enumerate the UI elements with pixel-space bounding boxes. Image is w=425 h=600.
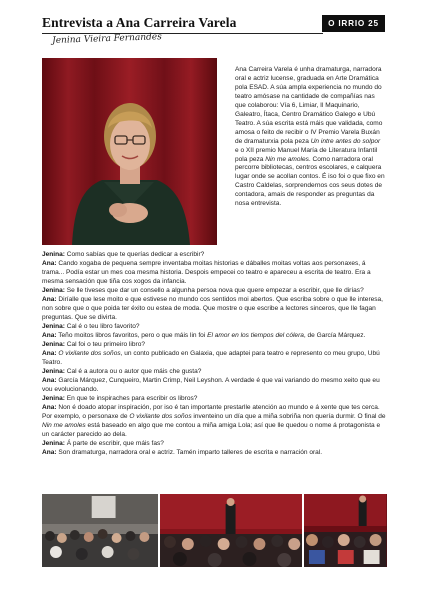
qa-line (42, 404, 387, 440)
intro-title-1: Un intre antes do solpor (310, 137, 381, 145)
line-text: Teño moitos libros favoritos, pero o que máis lin foi (56, 331, 208, 339)
speaker: Ana: (42, 331, 57, 339)
event-photo-audience (42, 494, 158, 567)
speaker: Jenina: (42, 251, 65, 258)
line-text: , un conto publicado en Galaxia, que adaptei para teatro e represento co meu grupo, Ubú Teatro. (42, 349, 380, 366)
line-text: García Márquez, Cunqueiro, Martin Crimp, Neil Leyshon. A verdade é que vai variando do mesmo xeito que eu vou evolucionando. (42, 376, 380, 393)
speaker: Jenina: (42, 394, 65, 402)
event-photo-stage (160, 494, 302, 567)
line-text: Non é doado atopar inspiración, por iso é tan importante prestarlle atención ao mundo e á xente que tes cerca. Por exemplo, o personaxe de (42, 403, 380, 420)
speaker: Jenina: (42, 322, 65, 330)
line-text: Como sabías que te querías dedicar a escribir? (64, 251, 205, 258)
book-title: O vixilante dos soños (129, 412, 192, 420)
qa-line (42, 395, 387, 404)
line-text: Se lle tiveses que dar un consello a algunha persoa nova que quere empezar a escribir, que lle dirías? (64, 286, 364, 294)
qa-line (42, 368, 387, 377)
line-text: Cal é o teu libro favorito? (64, 322, 140, 330)
line-text: En que te inspiraches para escribir os libros? (64, 394, 198, 402)
speaker: Jenina: (42, 286, 65, 294)
intro-text-1: Ana Carreira Varela é unha dramaturga, narradora oral e actriz lucense, graduada en Arte Dramática pola ESAD. A súa ampla experiencia no mundo do teatro amósase na cantidade de compañías nas que colaborou: Vía 6, Limiar, Il Maquinario, Galeatro, Ítaca, Centro Dramático Galego e Ubú Teatro. A súa escrita está máis que validada, como amosa o feito de recibir o IV Premio Varela Buxán de dramaturxia pola peza (235, 66, 383, 145)
stage-illustration (160, 494, 302, 567)
event-photo-strip (42, 494, 387, 567)
issue-badge: O IRRIO 25 (322, 15, 385, 32)
qa-line (42, 332, 387, 341)
author-signature: Jenina Vieira Fernandes (52, 32, 162, 46)
speaker: Ana: (42, 403, 57, 411)
intro-paragraph (235, 66, 385, 209)
portrait-photo (42, 58, 217, 245)
line-text: , de García Márquez. (303, 331, 366, 339)
speaker: Ana: (42, 448, 57, 456)
book-title: O vixilante dos soños (58, 349, 121, 357)
line-text: Á parte de escribir, que máis fas? (64, 439, 164, 447)
event-photo-children (304, 494, 387, 567)
qa-line (42, 440, 387, 449)
line-text: Cando xogaba de pequena sempre inventaba moitas historias e dáballes moitas voltas aos personaxes, á trama... Podía estar un mes coa mesma historia. Despois empecei co teatro e apareceu a escrita de teatro. Era a mesma sensación que tiña cos xogos da infancia. (42, 259, 371, 285)
speaker: Jenina: (42, 367, 65, 375)
speaker: Ana: (42, 376, 57, 384)
line-text: Cal é a autora ou o autor que máis che gusta? (64, 367, 202, 375)
intro-text-2: e o XII premio Manuel María de Literatura Infantil pola peza (235, 146, 378, 163)
qa-line (42, 251, 387, 260)
children-illustration (304, 494, 387, 567)
book-title: Nin me amoles (42, 421, 86, 429)
line-text: Son dramaturga, narradora oral e actriz. Tamén imparto talleres de escrita e narración oral. (56, 448, 323, 456)
line-text: Cal foi o teu primeiro libro? (64, 340, 145, 348)
book-title: El amor en los tiempos del cólera (207, 331, 304, 339)
speaker: Ana: (42, 259, 57, 267)
portrait-illustration (42, 58, 217, 245)
article-title: Entrevista a Ana Carreira Varela (42, 15, 237, 30)
qa-line (42, 449, 387, 458)
speaker: Ana: (42, 349, 57, 357)
intro-text-3: . Como narradora oral percorre bibliotecas, centros escolares, e calquera lugar onde se acollan contos. É iso foi o que fixo en Castro Caldelas, sorprendernos cos seus dotes de contadora, amais de responder as preguntas da nosa entrevista. (235, 155, 385, 208)
speaker: Jenina: (42, 439, 65, 447)
audience-illustration (42, 494, 158, 567)
qa-line (42, 287, 387, 296)
qa-line (42, 350, 387, 368)
qa-line (42, 296, 387, 323)
qa-line (42, 377, 387, 395)
line-text: inventeino un día que a miña sobriña non quería durmir. O final de (191, 412, 386, 420)
line-text: está baseado en algo que me contou a miña amiga Lola; así que lle quedou o nome á protagonista e un carácter parecido ao dela. (42, 421, 381, 438)
speaker: Ana: (42, 295, 57, 303)
line-text: Diríalle que lese moito e que estivese no mundo cos sentidos moi abertos. Que escriba sobre o que lle interesa, non sobre que o que poida ter éxito ou estea de moda. Que mostre o que escribe a lectores sinceros, que lle fagan preguntas. Que se divirta. (42, 295, 383, 321)
qa-line (42, 323, 387, 332)
interview-body (42, 251, 387, 458)
qa-line (42, 260, 387, 287)
speaker: Jenina: (42, 340, 65, 348)
intro-title-2: Nin me amoles (265, 155, 309, 163)
qa-line (42, 341, 387, 350)
